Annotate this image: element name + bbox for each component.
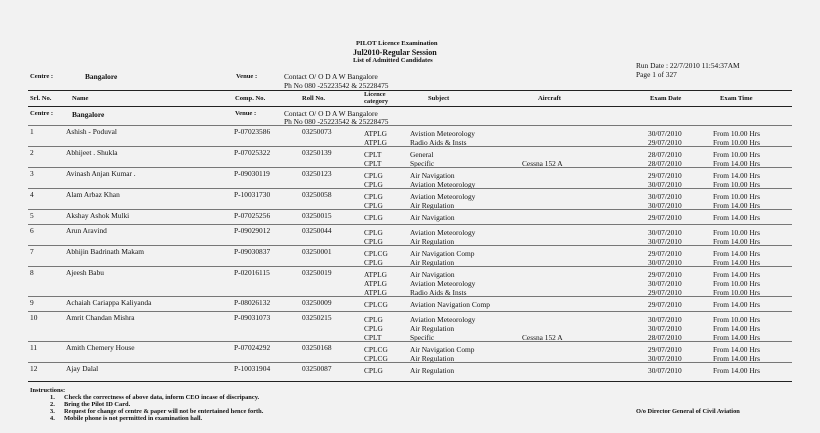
candidate-roll-no: 03250087 bbox=[302, 364, 332, 373]
instruction-text: Check the correctness of above data, inform CEO incase of discripancy. bbox=[64, 394, 260, 401]
candidate-roll-no: 03250215 bbox=[302, 313, 332, 322]
exam-subject: Air Regulation bbox=[410, 324, 455, 333]
col-aircraft: Aircraft bbox=[538, 95, 561, 102]
signature: O/o Director General of Civil Aviation bbox=[636, 408, 740, 415]
exam-subject: Aviation Navigation Comp bbox=[410, 300, 490, 309]
venue-label: Venue : bbox=[235, 110, 257, 117]
exam-aircraft: Cessna 152 A bbox=[522, 333, 563, 342]
candidate-srl: 12 bbox=[30, 364, 38, 373]
exam-subject: Specific bbox=[410, 159, 435, 168]
exam-date: 29/07/2010 bbox=[648, 300, 682, 309]
exam-date: 30/07/2010 bbox=[648, 180, 682, 189]
exam-licence: CPLCG bbox=[364, 354, 388, 363]
exam-time: From 14.00 Hrs bbox=[713, 201, 761, 210]
exam-date: 30/07/2010 bbox=[648, 237, 682, 246]
exam-time: From 10.00 Hrs bbox=[713, 150, 761, 159]
row-divider bbox=[28, 362, 792, 363]
candidate-roll-no: 03250168 bbox=[302, 343, 332, 352]
instruction-text: Mobile phone is not permitted in examination hall. bbox=[64, 415, 203, 422]
candidate-roll-no: 03250001 bbox=[302, 247, 332, 256]
exam-date: 30/07/2010 bbox=[648, 354, 682, 363]
exam-licence: CPLG bbox=[364, 171, 383, 180]
venue-line1: Contact O/ O D A W Bangalore bbox=[284, 109, 378, 118]
col-roll: Roll No. bbox=[302, 95, 326, 102]
exam-time: From 14.00 Hrs bbox=[713, 324, 761, 333]
exam-licence: CPLG bbox=[364, 228, 383, 237]
header-line3: List of Admitted Candidates bbox=[353, 57, 433, 64]
exam-time: From 10.00 Hrs bbox=[713, 279, 761, 288]
exam-licence: CPLG bbox=[364, 192, 383, 201]
col-exam-date: Exam Date bbox=[650, 95, 682, 102]
run-date: Run Date : 22/7/2010 11:54:37AM bbox=[636, 61, 740, 70]
candidate-srl: 8 bbox=[30, 268, 34, 277]
exam-subject: Air Regulation bbox=[410, 354, 455, 363]
row-divider bbox=[28, 146, 792, 147]
candidate-name: Akshay Ashok Mulki bbox=[66, 211, 130, 220]
col-name: Name bbox=[72, 95, 89, 102]
candidate-srl: 3 bbox=[30, 169, 34, 178]
exam-time: From 14.00 Hrs bbox=[713, 249, 761, 258]
exam-subject: Air Navigation Comp bbox=[410, 249, 475, 258]
exam-licence: CPLG bbox=[364, 366, 383, 375]
candidate-srl: 7 bbox=[30, 247, 34, 256]
instructions-title: Instructions: bbox=[30, 387, 66, 394]
candidate-roll-no: 03250073 bbox=[302, 127, 332, 136]
exam-date: 29/07/2010 bbox=[648, 270, 682, 279]
candidate-srl: 10 bbox=[30, 313, 38, 322]
exam-date: 30/07/2010 bbox=[648, 228, 682, 237]
candidate-name: Amith Chemery House bbox=[66, 343, 135, 352]
candidate-name: Amrit Chandan Mishra bbox=[66, 313, 135, 322]
header-session: Jul2010-Regular Session bbox=[353, 48, 437, 57]
exam-subject: Air Navigation Comp bbox=[410, 345, 475, 354]
candidate-name: Arun Aravind bbox=[66, 226, 107, 235]
row-divider bbox=[28, 341, 792, 342]
exam-date: 29/07/2010 bbox=[648, 288, 682, 297]
candidate-name: Achaiah Cariappa Kaliyanda bbox=[66, 298, 152, 307]
exam-date: 29/07/2010 bbox=[648, 213, 682, 222]
exam-time: From 14.00 Hrs bbox=[713, 171, 761, 180]
exam-licence: ATPLG bbox=[364, 129, 387, 138]
exam-time: From 14.00 Hrs bbox=[713, 258, 761, 267]
candidate-srl: 2 bbox=[30, 148, 34, 157]
exam-licence: CPLCG bbox=[364, 249, 388, 258]
candidate-roll-no: 03250139 bbox=[302, 148, 332, 157]
exam-subject: Air Regulation bbox=[410, 237, 455, 246]
exam-licence: ATPLG bbox=[364, 279, 387, 288]
exam-time: From 10.00 Hrs bbox=[713, 138, 761, 147]
candidate-name: Ajay Dalal bbox=[66, 364, 99, 373]
exam-subject: Air Navigation bbox=[410, 213, 455, 222]
candidate-roll-no: 03250015 bbox=[302, 211, 332, 220]
page-count: Page 1 of 327 bbox=[636, 70, 677, 79]
exam-subject: Specific bbox=[410, 333, 435, 342]
instruction-number: 4. bbox=[50, 415, 55, 422]
exam-subject: Aviation Meteorology bbox=[410, 279, 476, 288]
instruction-number: 2. bbox=[50, 401, 55, 408]
instruction-text: Request for change of centre & paper will not be entertained hence forth. bbox=[64, 408, 264, 415]
row-divider bbox=[28, 167, 792, 168]
row-divider bbox=[28, 296, 792, 297]
col-category: category bbox=[364, 98, 389, 105]
candidate-comp-no: P-09031073 bbox=[234, 313, 271, 322]
exam-date: 30/07/2010 bbox=[648, 201, 682, 210]
exam-licence: ATPLG bbox=[364, 138, 387, 147]
col-licence: Licence bbox=[364, 91, 386, 98]
row-divider bbox=[28, 188, 792, 189]
candidate-srl: 9 bbox=[30, 298, 34, 307]
candidate-comp-no: P-07023586 bbox=[234, 127, 271, 136]
exam-subject: Aviation Meteorology bbox=[410, 192, 476, 201]
exam-time: From 10.00 Hrs bbox=[713, 192, 761, 201]
row-divider bbox=[28, 224, 792, 225]
exam-licence: CPLG bbox=[364, 237, 383, 246]
exam-licence: CPLG bbox=[364, 258, 383, 267]
exam-time: From 10.00 Hrs bbox=[713, 180, 761, 189]
exam-licence: CPLG bbox=[364, 201, 383, 210]
centre-label: Centre : bbox=[30, 73, 54, 80]
exam-subject: Aviation Meteorology bbox=[410, 228, 476, 237]
exam-time: From 14.00 Hrs bbox=[713, 270, 761, 279]
venue-line1: Contact O/ O D A W Bangalore bbox=[284, 72, 378, 81]
col-subject: Subject bbox=[428, 95, 450, 102]
exam-licence: CPLT bbox=[364, 159, 382, 168]
row-divider bbox=[28, 125, 792, 126]
exam-subject: Air Regulation bbox=[410, 201, 455, 210]
exam-date: 29/07/2010 bbox=[648, 138, 682, 147]
exam-date: 28/07/2010 bbox=[648, 150, 682, 159]
divider bbox=[28, 106, 792, 107]
col-srl: Srl. No. bbox=[30, 95, 52, 102]
centre-value: Bangalore bbox=[85, 72, 118, 81]
exam-time: From 10.00 Hrs bbox=[713, 129, 761, 138]
exam-subject: Air Regulation bbox=[410, 258, 455, 267]
exam-date: 30/07/2010 bbox=[648, 366, 682, 375]
instruction-number: 1. bbox=[50, 394, 55, 401]
candidate-srl: 5 bbox=[30, 211, 34, 220]
exam-subject: Aviation Meteorology bbox=[410, 315, 476, 324]
exam-subject: General bbox=[410, 150, 434, 159]
exam-licence: CPLG bbox=[364, 315, 383, 324]
candidate-name: Abhijin Badrinath Makam bbox=[66, 247, 144, 256]
candidate-srl: 11 bbox=[30, 343, 38, 352]
candidate-comp-no: P-07025256 bbox=[234, 211, 271, 220]
candidate-roll-no: 03250123 bbox=[302, 169, 332, 178]
exam-time: From 14.00 Hrs bbox=[713, 366, 761, 375]
exam-date: 29/07/2010 bbox=[648, 171, 682, 180]
exam-licence: CPLCG bbox=[364, 300, 388, 309]
exam-licence: ATPLG bbox=[364, 288, 387, 297]
exam-date: 30/07/2010 bbox=[648, 258, 682, 267]
divider bbox=[28, 381, 792, 382]
exam-date: 30/07/2010 bbox=[648, 192, 682, 201]
centre-label: Centre : bbox=[30, 110, 54, 117]
exam-date: 28/07/2010 bbox=[648, 333, 682, 342]
candidate-roll-no: 03250058 bbox=[302, 190, 332, 199]
divider bbox=[28, 90, 792, 91]
exam-subject: Aviation Meteorology bbox=[410, 180, 476, 189]
exam-subject: Radio Aids & Insts bbox=[410, 138, 467, 147]
row-divider bbox=[28, 311, 792, 312]
exam-aircraft: Cessna 152 A bbox=[522, 159, 563, 168]
exam-time: From 14.00 Hrs bbox=[713, 213, 761, 222]
exam-time: From 14.00 Hrs bbox=[713, 159, 761, 168]
exam-time: From 10.00 Hrs bbox=[713, 228, 761, 237]
exam-licence: CPLG bbox=[364, 213, 383, 222]
candidate-roll-no: 03250009 bbox=[302, 298, 332, 307]
candidate-name: Abhijeet . Shukla bbox=[66, 148, 118, 157]
exam-time: From 10.00 Hrs bbox=[713, 315, 761, 324]
header-line1: PILOT Licence Examination bbox=[356, 40, 438, 47]
exam-time: From 14.00 Hrs bbox=[713, 333, 761, 342]
exam-date: 30/07/2010 bbox=[648, 129, 682, 138]
candidate-comp-no: P-10031904 bbox=[234, 364, 271, 373]
candidate-comp-no: P-09030837 bbox=[234, 247, 271, 256]
candidate-roll-no: 03250019 bbox=[302, 268, 332, 277]
venue-label: Venue : bbox=[236, 73, 258, 80]
exam-time: From 14.00 Hrs bbox=[713, 345, 761, 354]
candidate-comp-no: P-09030119 bbox=[234, 169, 270, 178]
venue-line2: Ph No 080 -25223542 & 25228475 bbox=[284, 81, 389, 90]
candidate-srl: 4 bbox=[30, 190, 34, 199]
exam-licence: CPLT bbox=[364, 333, 382, 342]
exam-subject: Air Navigation bbox=[410, 270, 455, 279]
col-comp: Comp. No. bbox=[235, 95, 266, 102]
exam-licence: ATPLG bbox=[364, 270, 387, 279]
row-divider bbox=[28, 266, 792, 267]
centre-value: Bangalore bbox=[72, 110, 105, 119]
candidate-comp-no: P-09029012 bbox=[234, 226, 271, 235]
venue-line2: Ph No 080 -25223542 & 25228475 bbox=[284, 117, 389, 126]
exam-subject: Air Regulation bbox=[410, 366, 455, 375]
candidate-comp-no: P-07025322 bbox=[234, 148, 271, 157]
candidate-srl: 1 bbox=[30, 127, 34, 136]
row-divider bbox=[28, 209, 792, 210]
exam-date: 29/07/2010 bbox=[648, 249, 682, 258]
exam-licence: CPLT bbox=[364, 150, 382, 159]
candidate-comp-no: P-08026132 bbox=[234, 298, 271, 307]
candidate-name: Ashish - Poduval bbox=[66, 127, 117, 136]
exam-date: 30/07/2010 bbox=[648, 279, 682, 288]
candidate-roll-no: 03250044 bbox=[302, 226, 332, 235]
exam-licence: CPLCG bbox=[364, 345, 388, 354]
candidate-comp-no: P-10031730 bbox=[234, 190, 271, 199]
instruction-text: Bring the Pilot ID Card. bbox=[64, 401, 131, 408]
exam-time: From 14.00 Hrs bbox=[713, 354, 761, 363]
exam-subject: Air Navigation bbox=[410, 171, 455, 180]
exam-date: 28/07/2010 bbox=[648, 159, 682, 168]
candidate-name: Ajeesh Babu bbox=[66, 268, 104, 277]
exam-licence: CPLG bbox=[364, 180, 383, 189]
candidate-comp-no: P-02016115 bbox=[234, 268, 270, 277]
exam-licence: CPLG bbox=[364, 324, 383, 333]
candidate-name: Avinash Anjan Kumar . bbox=[66, 169, 136, 178]
candidate-name: Alam Arbaz Khan bbox=[66, 190, 120, 199]
instruction-number: 3. bbox=[50, 408, 55, 415]
exam-date: 30/07/2010 bbox=[648, 324, 682, 333]
exam-subject: Avistion Meteorology bbox=[410, 129, 475, 138]
exam-date: 30/07/2010 bbox=[648, 315, 682, 324]
row-divider bbox=[28, 245, 792, 246]
exam-time: From 10.00 Hrs bbox=[713, 288, 761, 297]
exam-date: 29/07/2010 bbox=[648, 345, 682, 354]
exam-subject: Radio Aids & Insts bbox=[410, 288, 467, 297]
col-exam-time: Exam Time bbox=[720, 95, 753, 102]
candidate-comp-no: P-07024292 bbox=[234, 343, 271, 352]
exam-time: From 14.00 Hrs bbox=[713, 237, 761, 246]
exam-time: From 14.00 Hrs bbox=[713, 300, 761, 309]
candidate-srl: 6 bbox=[30, 226, 34, 235]
